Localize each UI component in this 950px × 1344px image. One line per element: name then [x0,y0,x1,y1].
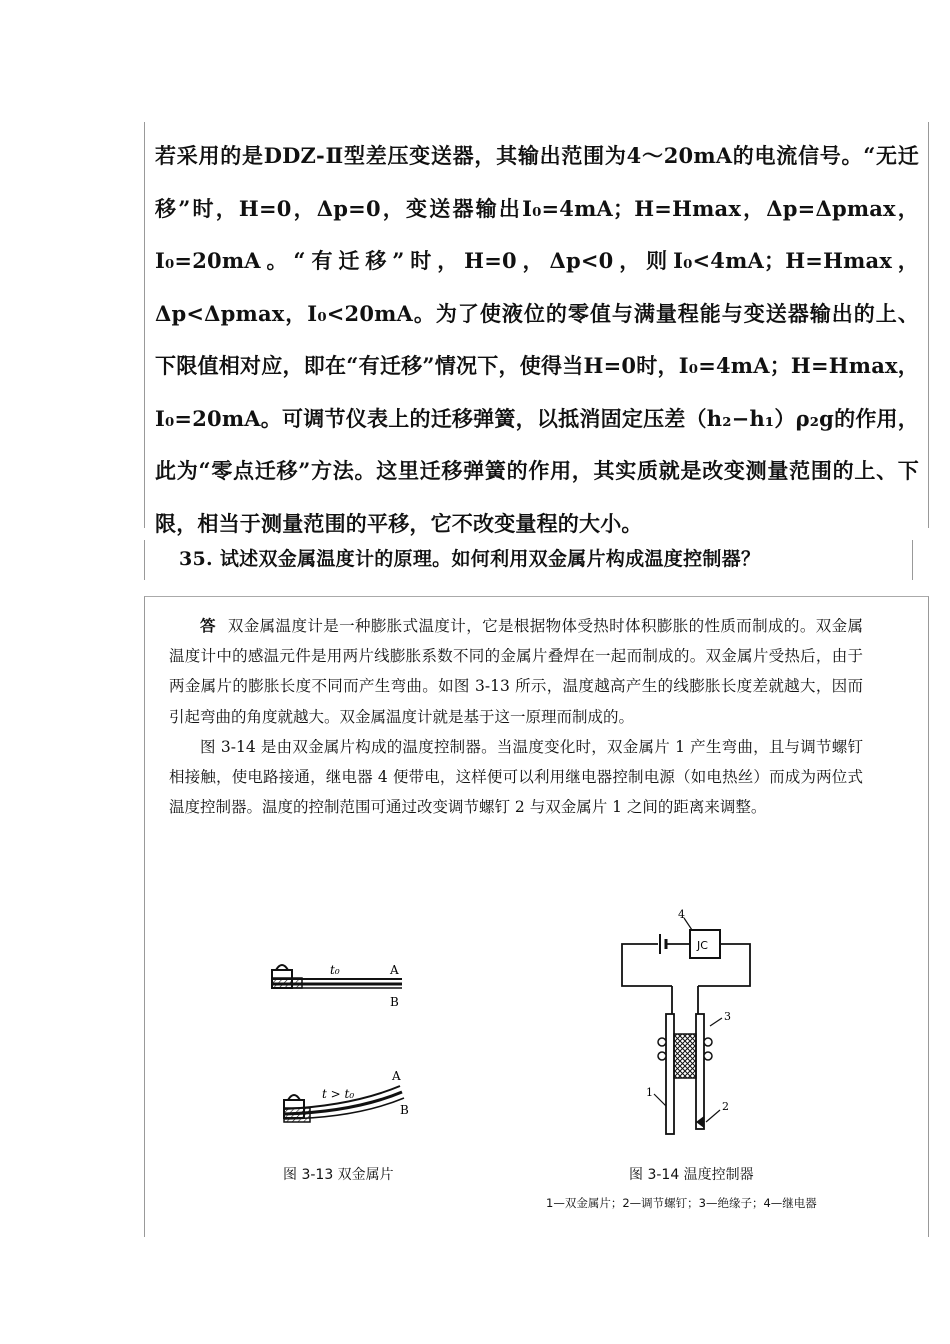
label-B-bottom: B [400,1103,409,1117]
paragraph-zero-migration: 若采用的是DDZ-Ⅱ型差压变送器，其输出范围为4～20mA的电流信号。“无迁移”时，H=0，Δp=0，变送器输出I₀=4mA；H=Hmax，Δp=Δpmax，I₀=20mA。“有迁移”时，H=0，Δp<0，则I₀<4mA；H=Hmax，Δp<Δpmax，I₀<20mA。为了使液位的零值与满量程能与变送器输出的上、下限值相对应，即在“有迁移”情况下，使得当H=0时，I₀=4mA；H=Hmax，I₀=20mA。可调节仪表上的迁移弹簧，以抵消固定压差（h₂−h₁）ρ₂g的作用，此为“零点迁移”方法。这里迁移弹簧的作用，其实质就是改变测量范围的上、下限，相当于测量范围的平移，它不改变量程的大小。 [155,143,919,536]
relay-label: JC [697,939,708,952]
figure-3-13-bimetal-strip [262,948,422,1148]
figure-3-14-legend: 1—双金属片；2—调节螺钉；3—绝缘子；4—继电器 [546,1196,817,1210]
answer-lead: 答 [200,616,216,635]
answer-p1-text: 双金属温度计是一种膨胀式温度计，它是根据物体受热时体积膨胀的性质而制成的。双金属温度计中的感温元件是用两片线膨胀系数不同的金属片叠焊在一起而制成的。双金属片受热后，由于两金属片的膨胀长度不同而产生弯曲。如图 3-13 所示，温度越高产生的线膨胀长度差就越大，因而引起弯曲的角度就越大。双金属温度计就是基于这一原理而制成的。 [169,617,863,726]
label-t0: t₀ [330,963,340,977]
label-t-gt-t0: t > t₀ [322,1087,355,1101]
relay-box [678,908,720,958]
figure-3-14-temperature-controller [610,906,760,1146]
answer-paragraph-1 [169,611,863,732]
circuit-loop [622,944,750,1014]
bimetal-bent [284,1069,409,1122]
label-B-top: B [390,995,399,1009]
label-4: 4 [678,908,685,921]
label-A-bottom: A [392,1069,401,1083]
text-block-transmitter [144,122,929,536]
bimetal-and-screw-assembly [646,1010,731,1134]
label-2: 2 [722,1100,729,1113]
answer-text [169,611,863,822]
question-35: 35. 试述双金属温度计的原理。如何利用双金属片构成温度控制器？ [179,548,761,570]
question-block [144,540,913,580]
answer-paragraph-2: 图 3-14 是由双金属片构成的温度控制器。当温度变化时，双金属片 1 产生弯曲，且与调节螺钉相接触，使电路接通，继电器 4 便带电，这样便可以利用继电器控制电源（如电热丝）而成为两位式温度控制器。温度的控制范围可通过改变调节螺钉 2 与双金属片 1 之间的距离来调整。 [169,737,863,817]
battery-icon [660,934,666,954]
label-1: 1 [646,1086,653,1099]
figure-3-14-caption: 图 3-14 温度控制器 [629,1167,754,1183]
label-3: 3 [724,1010,731,1023]
bimetal-straight [272,963,402,1009]
label-A-top: A [390,963,399,977]
figure-3-13-caption: 图 3-13 双金属片 [283,1167,394,1183]
